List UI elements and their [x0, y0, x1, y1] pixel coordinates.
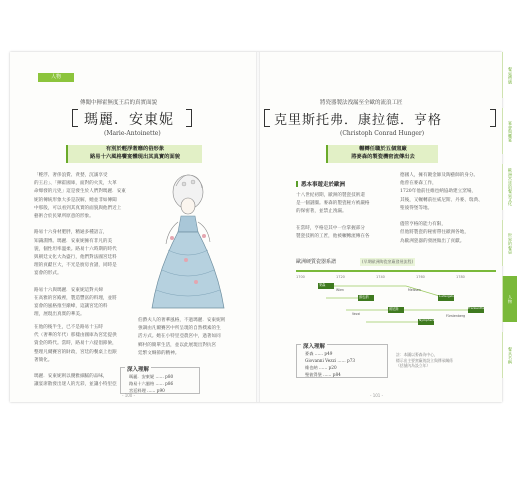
chapter-tab[interactable]: 世界的餐桌 [502, 220, 517, 266]
highlight-line-1: 有別於輕浮奢靡的俗形象 [105, 146, 165, 152]
timeline-node: Vezzi [352, 312, 361, 316]
left-page [10, 52, 256, 402]
deep-dive-link[interactable]: 維也納 …… p20 [305, 365, 337, 370]
title-bracket-left [72, 109, 78, 127]
timeline-node: Nymphenburg [419, 318, 441, 322]
deep-dive-link[interactable]: 聖彼得堡 …… p84 [305, 372, 341, 377]
right-original-name: (Christoph Conrad Hunger) [340, 130, 425, 137]
timeline-node: 麥森 [319, 283, 326, 287]
svg-text:1720: 1720 [336, 275, 345, 279]
right-page-number: - 101 - [370, 393, 384, 398]
chapter-tab[interactable]: 歐洲宮廷的餐桌文化 [502, 164, 517, 210]
right-highlight-box [326, 145, 438, 163]
left-original-name: (Marie-Antoinette) [104, 130, 161, 137]
chapter-tab-active[interactable]: 人物 [502, 276, 517, 322]
left-subtitle: 傳聞中揮霍無度王后的真實面貌 [80, 100, 158, 106]
svg-text:1760: 1760 [416, 275, 425, 279]
right-body-text-right: 德國人，擁有鍍金師及陶藝師的身分。 他曾在麥森工作， 1720年他前往維也納協助建立窯場， 其後，又輾轉前往威尼斯、丹麥、瑞典、 聖彼得堡等地。 儘管亨格的能力有限， 但他將製瓷的秘密帶往歐洲各地， 為歐洲瓷器的發展做出了貢獻。 [400, 173, 483, 244]
deep-dive-link[interactable]: 瑪麗．安東妮 …… p80 [129, 374, 174, 379]
timeline-node: Wien [336, 288, 344, 292]
timeline-title: 歐洲硬質瓷器系譜 [296, 259, 337, 265]
right-body-text-left: 十八世紀初期，歐洲的製瓷技術還 是一個謎團。麥森的製瓷秘方被嚴格 的保密著，並禁止洩漏。 在當時，亨格是其中一位掌握部分 製瓷技術的工匠，他被輾轉流傳在各 [296, 193, 370, 240]
section-tag: 人物 [38, 73, 74, 82]
left-body-text-mid: 伯爵夫人的奢華風格，不過瑪麗．安東妮則 強調由凡爾賽宮中所呈現的自然樸素的生 活方式。她在小特里亞農宮中，過著如同 鄉村的簡單生活，並以此展現出對抗宮 廷繁文縟節的精神。 [138, 318, 226, 356]
timeline-node: Meissen [408, 288, 421, 292]
deep-dive-title: 深入理解 [303, 344, 326, 350]
svg-text:1780: 1780 [456, 275, 465, 279]
chapter-tab[interactable]: 餐桌禮儀 [502, 52, 517, 98]
deep-dive-title: 深入理解 [127, 367, 150, 373]
timeline-node: 維也納 [359, 295, 369, 299]
deep-dive-link[interactable]: 麥森 …… p49 [305, 351, 333, 356]
book-spread [10, 52, 502, 402]
left-title: 瑪麗．安東妮 [84, 112, 174, 128]
left-page-number: - 100 - [122, 393, 136, 398]
right-title: 克里斯托弗．康拉德．亨格 [274, 113, 443, 128]
chapter-index-tabs [502, 52, 516, 400]
deep-dive-list [129, 373, 173, 394]
right-deep-dive-box [296, 344, 388, 378]
chapter-tab[interactable]: 餐具名稱 [502, 332, 517, 378]
title-bracket-right [490, 109, 496, 127]
title-bracket-right [186, 109, 192, 127]
highlight-line-2: 路易十六風格饗宴體現出其真實的面貌 [89, 154, 181, 160]
title-bracket-left [264, 109, 270, 127]
deep-dive-list [305, 350, 355, 378]
left-deep-dive-box [120, 367, 200, 394]
right-subtitle: 將瓷器製法洩漏至全歐的流浪工匠 [320, 100, 403, 106]
timeline-node: Fürstenberg [446, 314, 466, 318]
timeline-node: Ludwigsburg [439, 294, 459, 298]
highlight-line-1: 輾轉任職於五個窯廠 [359, 146, 407, 152]
timeline-node: Frankenthal [468, 306, 486, 310]
deep-dive-link[interactable]: 宮廷料理 …… p90 [129, 388, 165, 393]
timeline-caption: 註：本圖以麥森為中心， 標示出主要窯廠的設立與傳承關係 （括號內為設立年） [396, 352, 453, 368]
chapter-tab[interactable]: 宴會與饗宴 [502, 108, 517, 154]
highlight-line-2: 將麥森的製瓷機密流傳出去 [351, 154, 415, 160]
timeline-labels [296, 268, 496, 330]
left-body-text-bottom: 在他的後半生，已不是路易十五時 代（奢華的年代）那樣由國庫為宮廷提供 資金的時代。當時，路易十六提倡節儉， 整理凡爾賽宮的財政，宮廷的餐桌上也跟 著簡化。 瑪麗．安東妮則以優雅細膩的品味， 讓宴席散發出迷人的光彩，並讓小特里亞 [34, 325, 117, 388]
svg-text:1700: 1700 [296, 275, 305, 279]
timeline-note: (早期歐洲陶瓷窯廠發展流程) [362, 259, 414, 264]
section-heading: 悉本事遊走於歐洲 [296, 180, 345, 188]
deep-dive-link[interactable]: Giovanni Vezzi …… p73 [305, 358, 356, 363]
right-page [260, 52, 502, 402]
deep-dive-link[interactable]: 路易十六風格 …… p86 [129, 381, 174, 386]
left-highlight-box [66, 145, 202, 163]
timeline-node: 威尼斯 [389, 307, 399, 311]
left-body-text-top: 「輕浮、奢侈浪費、貪婪，沉溺享受 的王后」、「揮霍國庫，面對的火災，大革 命爆發的元兇」這是發生於人們對瑪麗．安東 妮的傳統形象大多是誤解，她並非如傳聞 中那般，可以看到其真實的面貌與他們近上 藝術合於民眾所原意的形象。 路易十六身材肥胖，精通多種語言， 知識淵博。瑪麗．安東妮擁有非凡的美 貌，個性坦率溫柔。路易十六時期的時代 與朝廷文化大為盛行，他們對法國宮廷料 理的貢獻巨大，不光是廚房食譜，同時是 宴會的形式。 路易十六與瑪麗．安東妮這對夫婦 在高雅的宮殿裡，製造豐富的料理，並將 宴會的風格推至巔峰，這讓宮廷的料 理，展現出真實的華美。 [34, 173, 126, 318]
svg-text:1740: 1740 [376, 275, 385, 279]
marie-antoinette-portrait [138, 170, 238, 312]
